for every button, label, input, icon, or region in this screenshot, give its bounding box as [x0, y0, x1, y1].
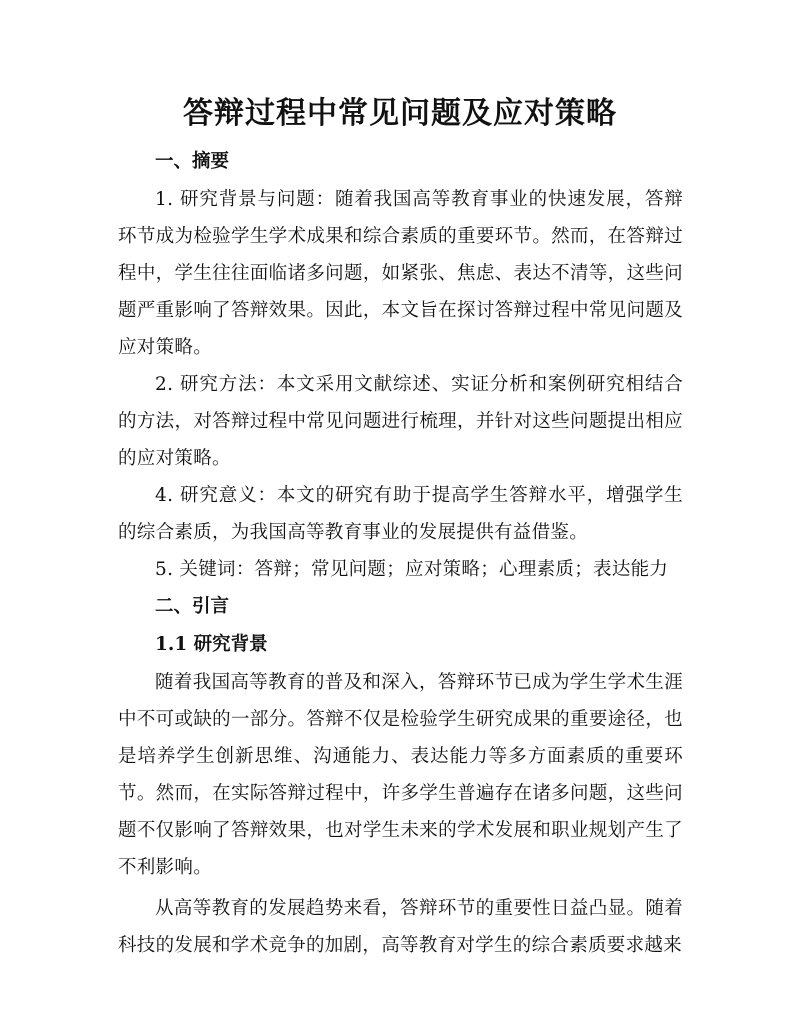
- document-body: [118, 143, 683, 964]
- subsection-heading-background: 1.1 研究背景: [155, 634, 268, 655]
- section-heading-abstract: 一、摘要: [155, 151, 230, 172]
- section-heading-intro: 二、引言: [155, 596, 230, 617]
- intro-paragraph-2: 从高等教育的发展趋势来看，答辩环节的重要性日益凸显。随着科技的发展和学术竞争的加剧，高等教育对学生的综合素质要求越来: [118, 898, 683, 956]
- intro-paragraph-1: 随着我国高等教育的普及和深入，答辩环节已成为学生学术生涯中不可或缺的一部分。答辩不仅是检验学生研究成果的重要途径，也是培养学生创新思维、沟通能力、表达能力等多方面素质的重要环节。然而，在实际答辩过程中，许多学生普遍存在诸多问题，这些问题不仅影响了答辩效果，也对学生未来的学术发展和职业规划产生了不利影响。: [118, 672, 683, 878]
- document-title: 答辩过程中常见问题及应对策略: [183, 96, 617, 131]
- abstract-item-significance: 4. 研究意义：本文的研究有助于提高学生答辩水平，增强学生的综合素质，为我国高等教育事业的发展提供有益借鉴。: [118, 485, 683, 543]
- abstract-item-background: 1. 研究背景与问题：随着我国高等教育事业的快速发展，答辩环节成为检验学生学术成果和综合素质的重要环节。然而，在答辩过程中，学生往往面临诸多问题，如紧张、焦虑、表达不清等，这些问题严重影响了答辩效果。因此，本文旨在探讨答辩过程中常见问题及应对策略。: [118, 189, 683, 358]
- abstract-item-keywords: 5. 关键词：答辩；常见问题；应对策略；心理素质；表达能力: [155, 559, 669, 580]
- abstract-item-method: 2. 研究方法：本文采用文献综述、实证分析和案例研究相结合的方法，对答辩过程中常见问题进行梳理，并针对这些问题提出相应的应对策略。: [118, 374, 683, 469]
